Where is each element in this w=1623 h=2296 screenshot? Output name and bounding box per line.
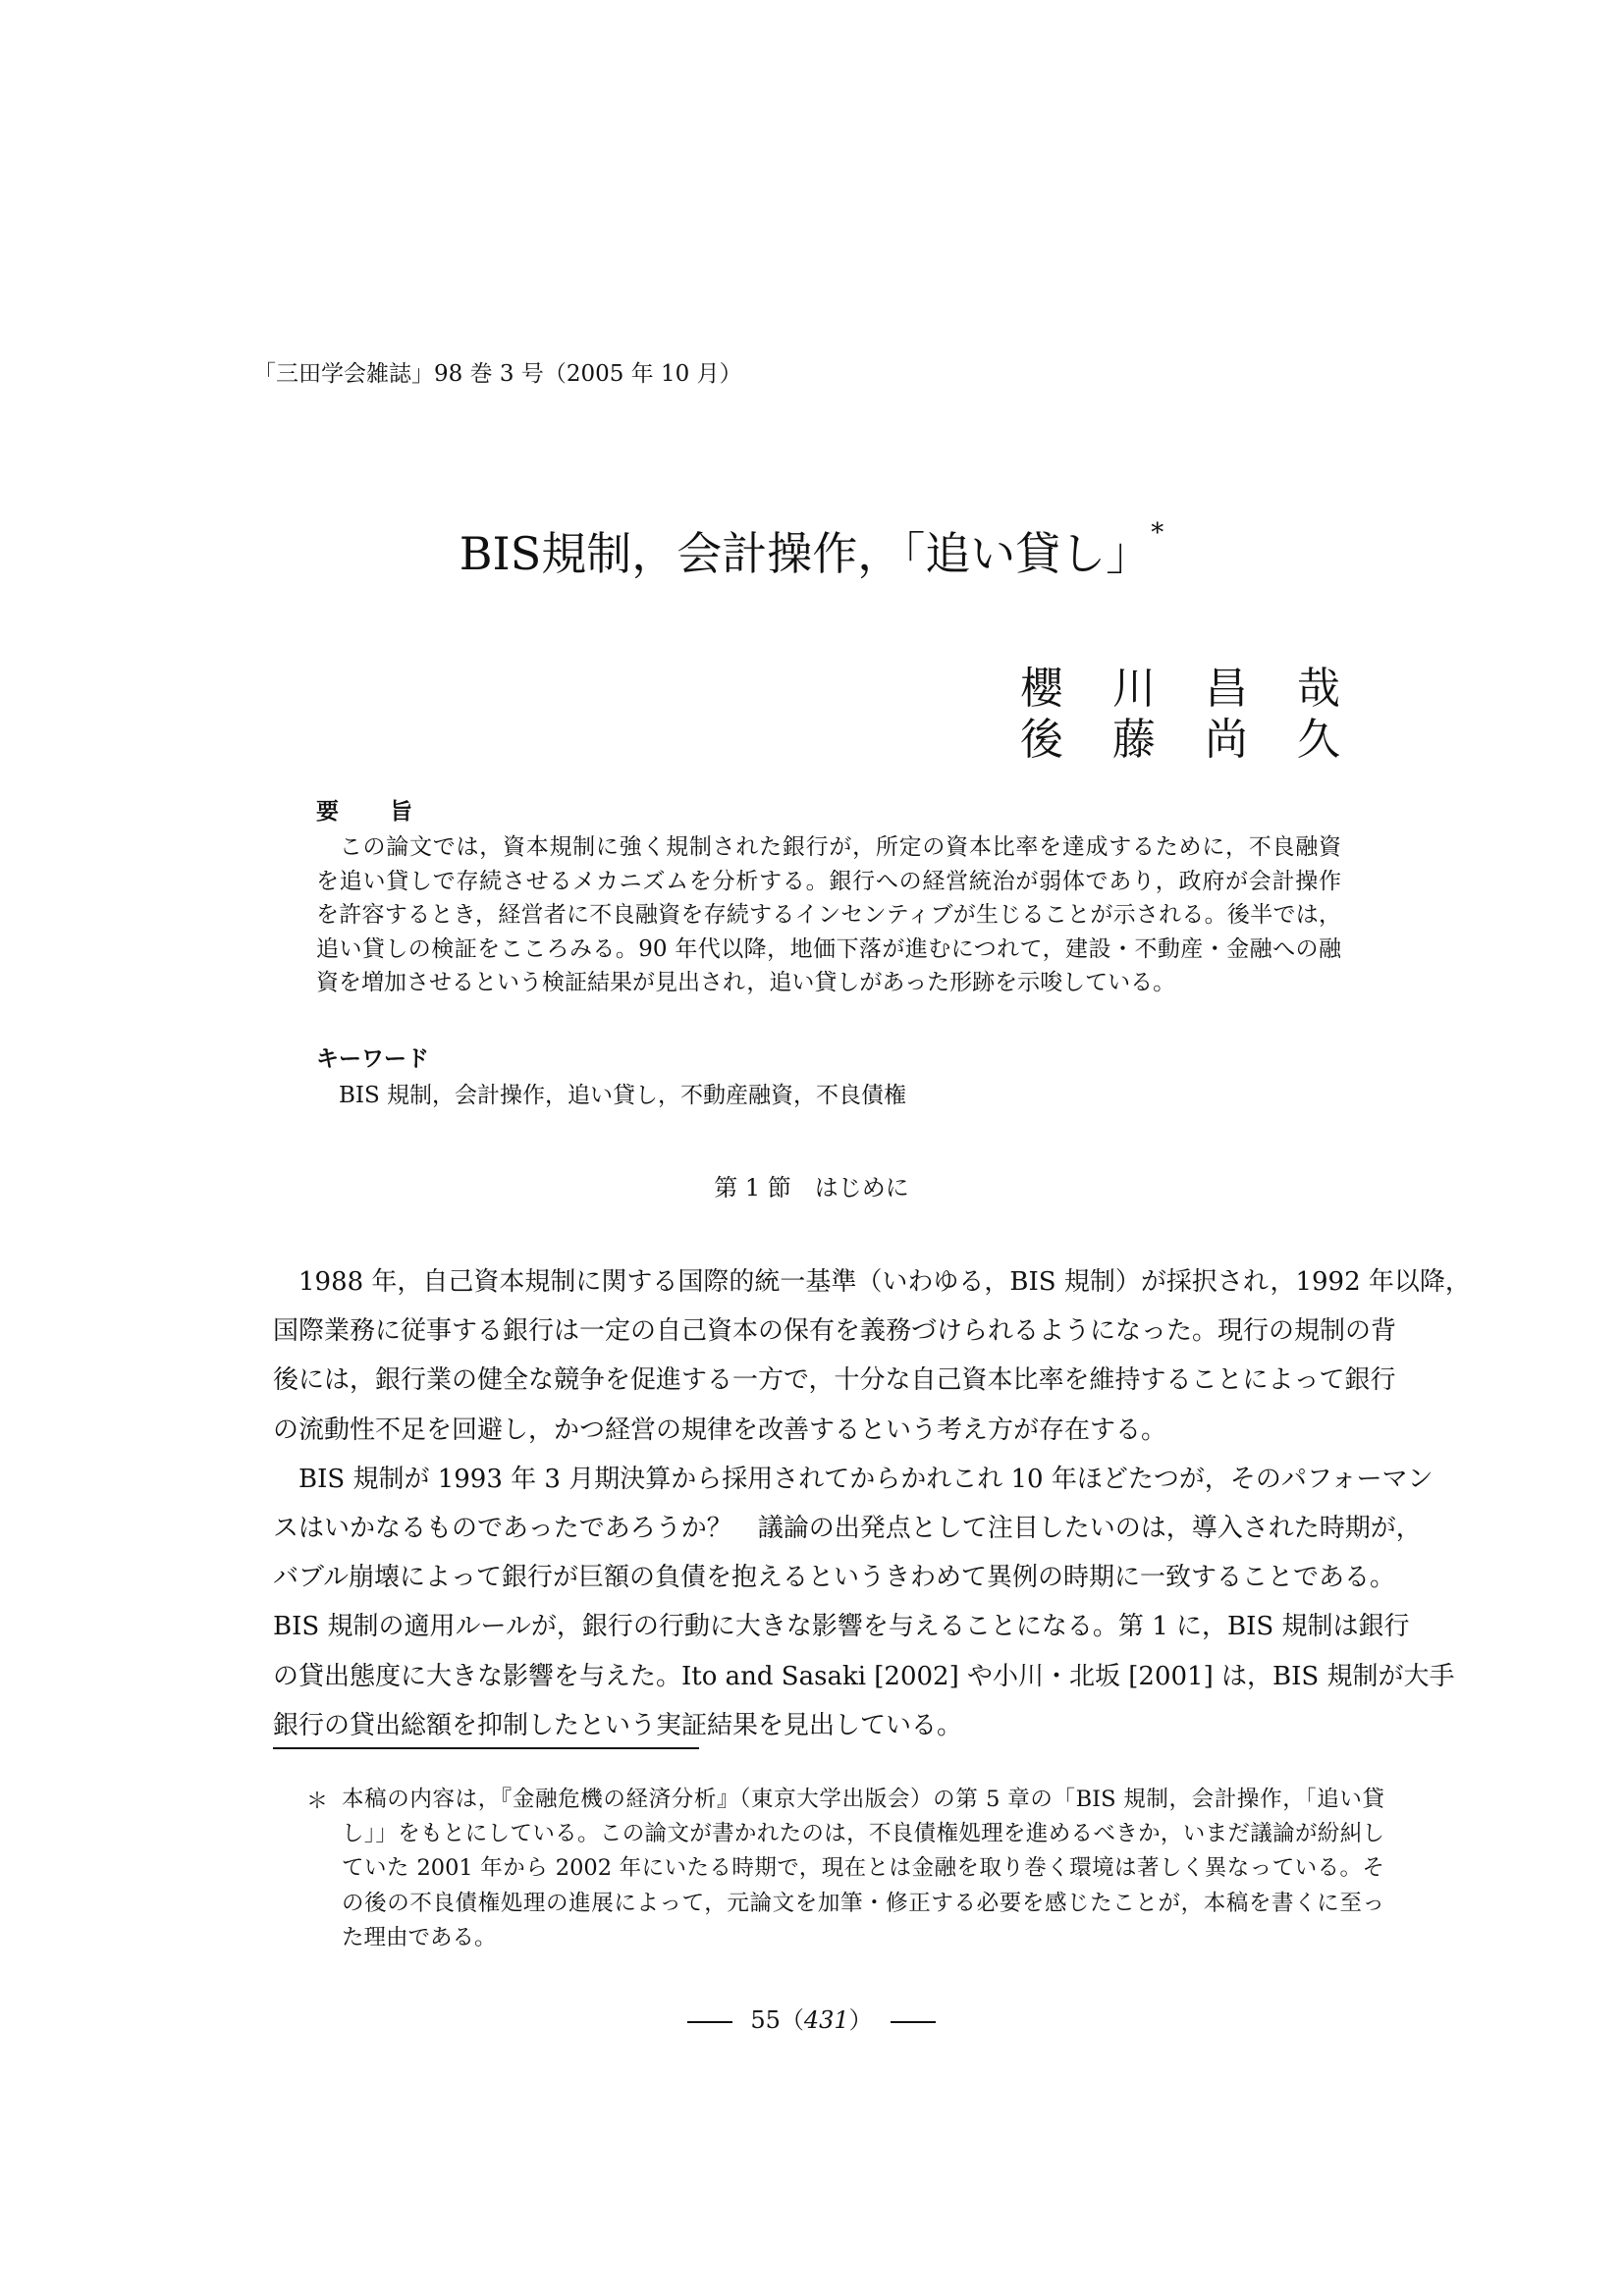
paper-title <box>0 518 1623 583</box>
body-line: の貸出態度に大きな影響を与えた。Ito and Sasaki [2002] や小川・北坂 [2001] は，BIS 規制が大手 <box>273 1661 1455 1691</box>
page-dash-left <box>687 2021 732 2023</box>
keywords-text: BIS 規制，会計操作，追い貸し，不動産融資，不良債権 <box>339 1083 907 1108</box>
abstract-line: を許容するとき，経営者に不良融資を存続するインセンティブが生じることが示される。後半では， <box>316 902 1341 928</box>
body-line: 後には，銀行業の健全な競争を促進する一方で，十分な自己資本比率を維持することによって銀行 <box>273 1365 1396 1396</box>
journal-citation: 「三田学会雑誌」98 巻 3 号（2005 年 10 月） <box>253 361 742 387</box>
body-line: 1988 年，自己資本規制に関する国際的統一基準（いわゆる，BIS 規制）が採択され，1992 年以降， <box>273 1267 1471 1297</box>
abstract-line: を追い貸しで存続させるメカニズムを分析する。銀行への経営統治が弱体であり，政府が会計操作 <box>316 868 1341 894</box>
author-char: 昌 <box>1205 664 1248 714</box>
footnote-line: し」」をもとにしている。この論文が書かれたのは，不良債権処理を進めるべきか，いまだ議論が紛糾し <box>342 1821 1384 1847</box>
footnote-text <box>342 1783 1384 1955</box>
author-char: 川 <box>1112 664 1156 714</box>
footnote-mark: ＊ <box>306 1789 329 1814</box>
body-line: スはいかなるものであったであろうか？ 議論の出発点として注目したいのは，導入された時期が， <box>273 1514 1422 1544</box>
author-char: 尚 <box>1205 715 1248 765</box>
abstract-heading-char: 要 <box>316 799 339 825</box>
body-line: BIS 規制が 1993 年 3 月期決算から採用されてからかれこれ 10 年ほどたつが，そのパフォーマン <box>273 1464 1434 1494</box>
page-number: 55（431） <box>0 2001 1623 2035</box>
abstract-line: 追い貸しの検証をこころみる。90 年代以降，地価下落が進むにつれて，建設・不動産・金融への融 <box>316 935 1341 962</box>
section-heading: 第 1 節 はじめに <box>714 1174 909 1201</box>
footnote-line: 本稿の内容は，『金融危機の経済分析』（東京大学出版会）の第 5 章の「BIS 規制，会計操作，「追い貸 <box>342 1787 1384 1812</box>
footnote-line: の後の不良債権処理の進展によって，元論文を加筆・修正する必要を感じたことが，本稿を書くに至っ <box>342 1890 1384 1916</box>
abstract-heading-char: 旨 <box>390 799 412 825</box>
abstract-line: 資を増加させるという検証結果が見出され，追い貸しがあった形跡を示唆している。 <box>316 970 1176 995</box>
footnote-line: ていた 2001 年から 2002 年にいたる時期で，現在とは金融を取り巻く環境は著しく異なっている。そ <box>342 1855 1384 1882</box>
author-char: 藤 <box>1112 715 1156 765</box>
title-footnote-mark: * <box>1151 518 1164 548</box>
page-number-value: 55 <box>750 2006 781 2034</box>
keywords-heading: キーワード <box>316 1046 429 1072</box>
author-2 <box>1020 704 1342 767</box>
body-line: バブル崩壊によって銀行が巨額の負債を抱えるというきわめて異例の時期に一致することである。 <box>273 1563 1395 1593</box>
author-char: 哉 <box>1297 664 1340 714</box>
page-dash-right <box>891 2021 936 2023</box>
footnote-line: た理由である。 <box>342 1924 497 1950</box>
author-char: 櫻 <box>1020 664 1063 714</box>
abstract-text <box>316 830 1341 1000</box>
footnote-divider <box>273 1747 699 1749</box>
body-text <box>273 1257 1471 1750</box>
title-text: BIS規制，会計操作，「追い貸し」 <box>459 527 1152 580</box>
abstract-heading <box>316 793 412 826</box>
body-line: 銀行の貸出総額を抑制したという実証結果を見出している。 <box>273 1710 963 1740</box>
body-line: の流動性不足を回避し，かつ経営の規律を改善するという考え方が存在する。 <box>273 1415 1167 1445</box>
author-char: 後 <box>1020 715 1063 765</box>
body-line: BIS 規制の適用ルールが，銀行の行動に大きな影響を与えることになる。第 1 に，BIS 規制は銀行 <box>273 1612 1410 1642</box>
author-char: 久 <box>1297 715 1340 765</box>
page-number-total: 431 <box>803 2006 849 2034</box>
abstract-line: この論文では，資本規制に強く規制された銀行が，所定の資本比率を達成するために，不良融資 <box>316 834 1341 860</box>
body-line: 国際業務に従事する銀行は一定の自己資本の保有を義務づけられるようになった。現行の規制の背 <box>273 1316 1397 1347</box>
